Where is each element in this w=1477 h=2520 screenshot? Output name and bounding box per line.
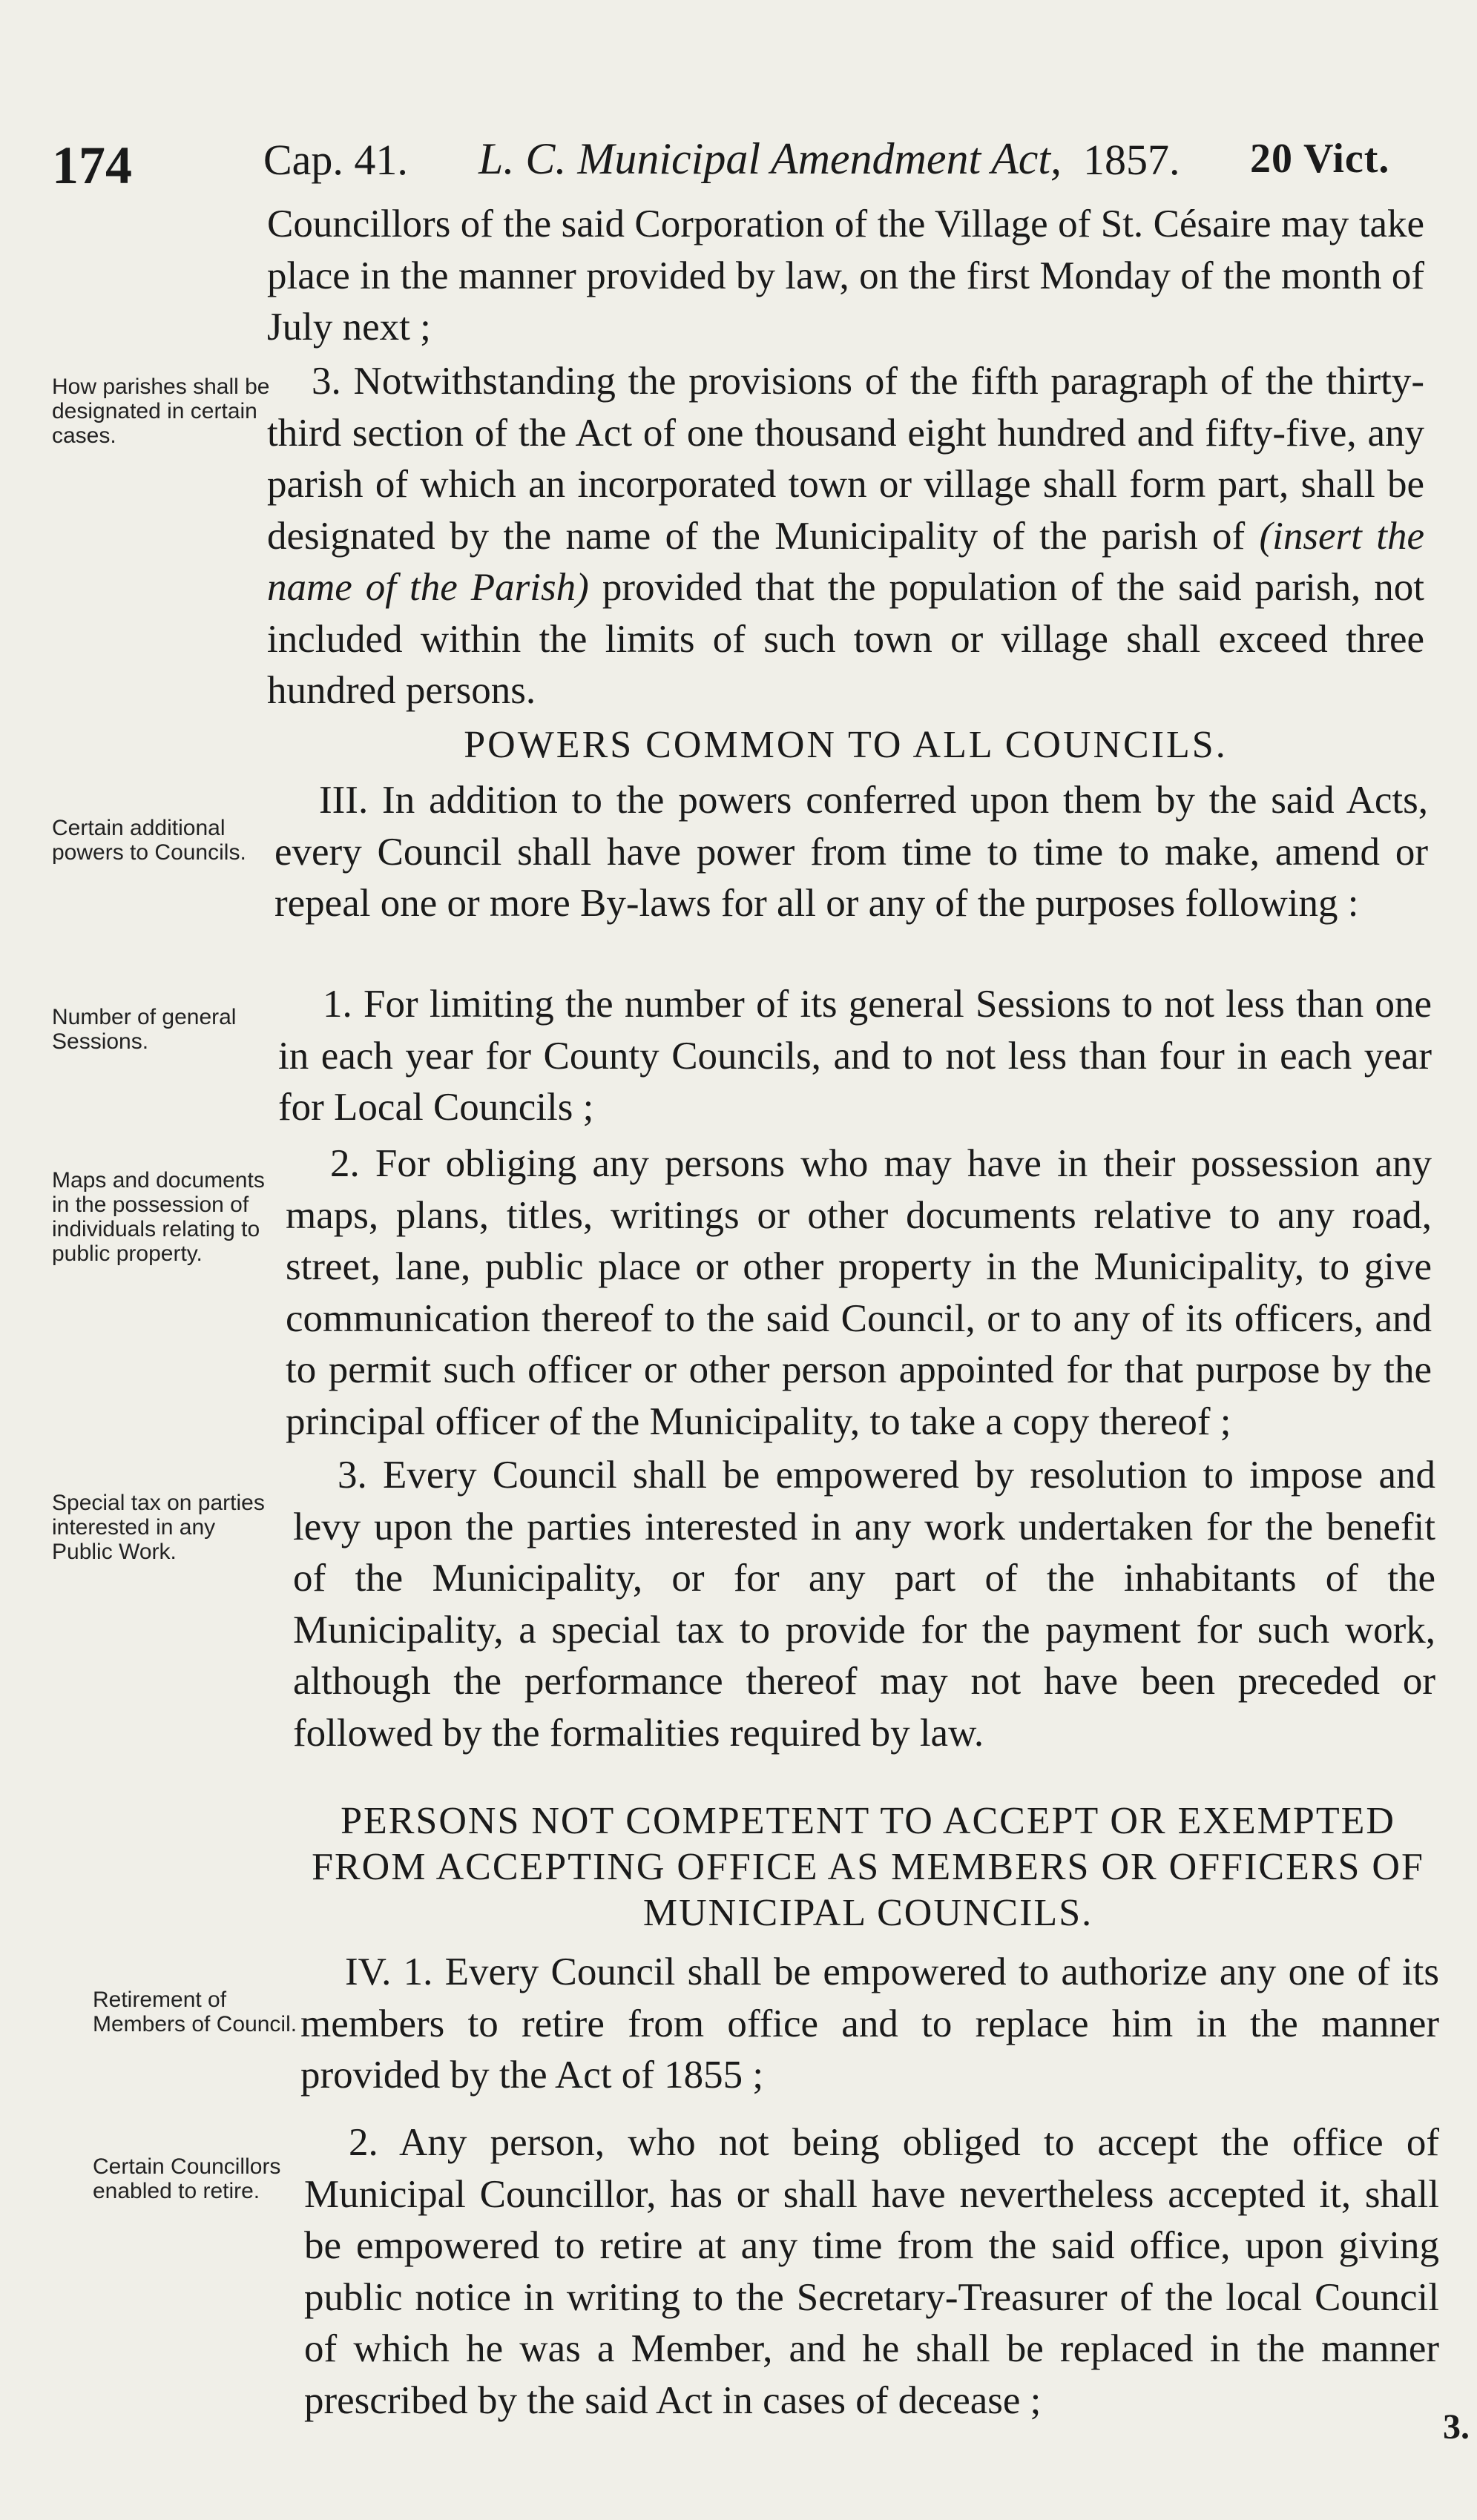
paragraph-3-italic: (insert the name of the Parish) <box>267 514 1424 609</box>
catchword: 3. <box>1443 2407 1470 2447</box>
margin-note-sessions: Number of general Sessions. <box>52 1005 237 1054</box>
margin-note-parishes: How parishes shall be designated in certain cases. <box>52 375 270 448</box>
section-3-item-2: 2. For obliging any persons who may have in their possession any maps, plans, titles, writings or other documents relative to any road, street, lane, public place or other property in the Municipality, to give communication thereof to the said Council, or to any of its officers, and to permit such officer or other person appointed for that purpose by the principal officer of the Municipality, to take a copy thereof ; <box>286 1142 1432 1443</box>
page-number: 174 <box>52 136 132 195</box>
margin-note-special-tax: Special tax on parties interested in any Public Work. <box>52 1491 265 1564</box>
margin-note-councillors-retire: Certain Councillors enabled to retire. <box>93 2154 281 2203</box>
section-4-item-2: 2. Any person, who not being obliged to accept the office of Municipal Councillor, has or shall have nevertheless accepted it, shall be empowered to retire at any time from the said office, upon giving public notice in writing to the Secretary-Treasurer of the local Council of which he was a Member, and he shall be replaced in the manner prescribed by the said Act in cases of decease ; <box>304 2121 1439 2422</box>
paragraph-3-text-a: 3. Notwithstanding the provisions of the fifth paragraph of the thirty-third section of the Act of one thousand eight hundred and fifty-five, any parish of which an incorporated town or village shall form part, shall be designated by the name of the Municipality of the parish of <box>267 360 1424 558</box>
section-4-item-1: IV. 1. Every Council shall be empowered to authorize any one of its members to retire from office and to replace him in the manner provided by the Act of 1855 ; <box>300 1950 1439 2097</box>
margin-note-additional-powers: Certain additional powers to Councils. <box>52 816 246 865</box>
paragraph-3 <box>267 356 1424 717</box>
section-3-item-1: 1. For limiting the number of its general Sessions to not less than one in each year for County Councils, and to not less than four in each year for Local Councils ; <box>278 983 1432 1129</box>
section-3-item-3: 3. Every Council shall be empowered by resolution to impose and levy upon the parties interested in any work undertaken for the benefit of the Municipality, or for any part of the inhabitants of the Municipality, a special tax to provide for the payment for such work, although the performance thereof may not have been preceded or followed by the formalities required by law. <box>293 1454 1435 1755</box>
opening-paragraph: Councillors of the said Corporation of the Village of St. Césaire may take place in the manner provided by law, on the first Monday of the month of July next ; <box>267 202 1424 349</box>
section-3-intro: III. In addition to the powers conferred upon them by the said Acts, every Council shall have power from time to time to make, amend or repeal one or more By-laws for all or any of the purposes following : <box>274 779 1428 925</box>
paragraph-3-text-b: provided that the population of the said parish, not included within the limits of such town or village shall exceed three hundred persons. <box>267 566 1425 712</box>
heading-powers: POWERS COMMON TO ALL COUNCILS. <box>464 724 1228 766</box>
act-title: L. C. Municipal Amendment Act, <box>478 134 1062 183</box>
act-year: 1857. <box>1083 136 1180 184</box>
running-header <box>0 126 1477 200</box>
margin-note-retirement: Retirement of Members of Council. <box>93 1988 297 2036</box>
chapter-label: Cap. 41. <box>263 136 408 184</box>
margin-note-maps: Maps and documents in the possession of individuals relating to public property. <box>52 1168 265 1266</box>
heading-persons: PERSONS NOT COMPETENT TO ACCEPT OR EXEMPTED FROM ACCEPTING OFFICE AS MEMBERS OR OFFICERS OF MUNICIPAL COUNCILS. <box>312 1800 1424 1934</box>
regnal-year: 20 Vict. <box>1250 136 1390 182</box>
